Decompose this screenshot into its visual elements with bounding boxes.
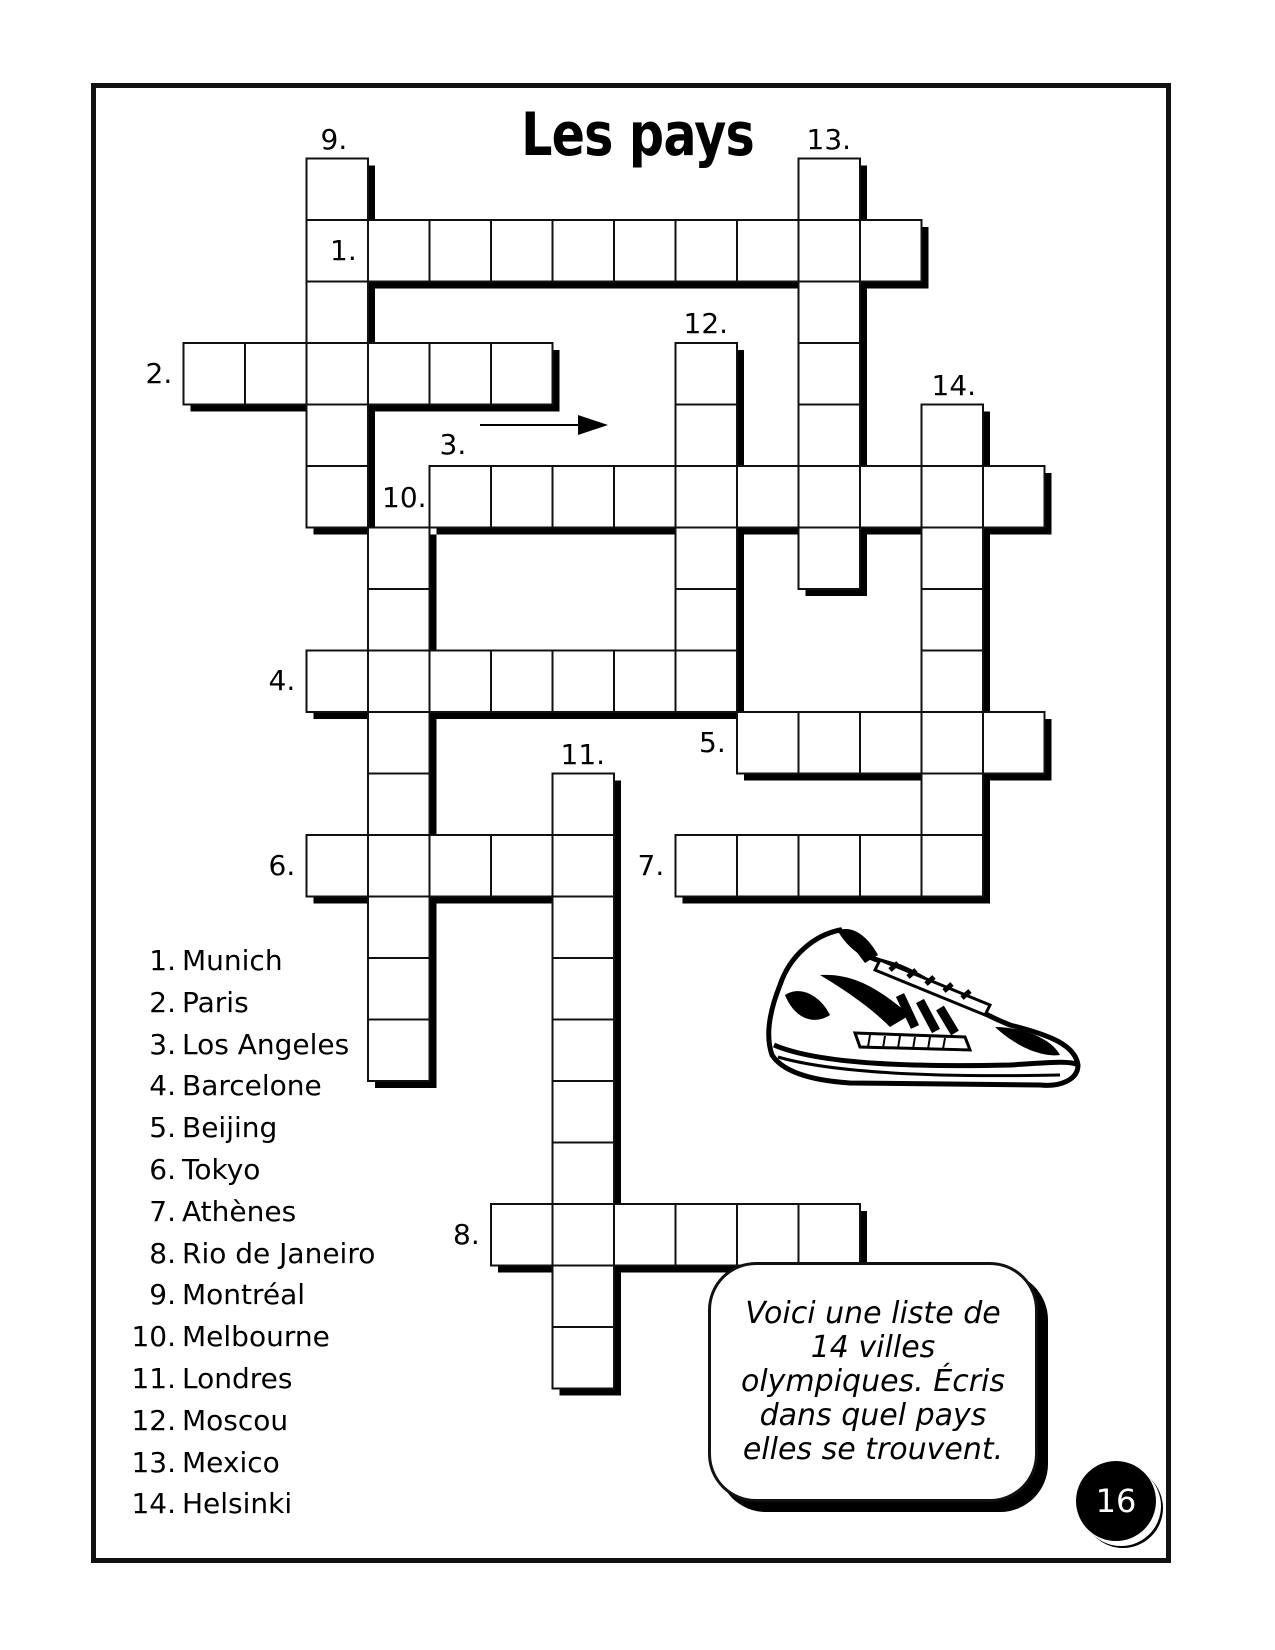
crossword-cell[interactable] (430, 220, 492, 282)
crossword-cell[interactable] (922, 589, 984, 651)
city-name: Paris (182, 985, 249, 1019)
city-name: Munich (182, 944, 283, 977)
crossword-cell[interactable] (307, 466, 369, 528)
city-list-item (120, 1024, 375, 1066)
crossword-cell[interactable] (368, 220, 430, 282)
crossword-cell[interactable] (491, 651, 553, 713)
crossword-cell[interactable] (368, 1020, 430, 1082)
city-list-item (120, 1065, 375, 1107)
crossword-cell[interactable] (368, 589, 430, 651)
city-list-item (120, 1358, 375, 1400)
city-list-item (120, 1149, 375, 1191)
crossword-cell[interactable] (430, 651, 492, 713)
crossword-cell[interactable] (676, 835, 738, 897)
arrow-right-icon (480, 412, 610, 438)
crossword-cell[interactable] (737, 220, 799, 282)
crossword-cell[interactable] (922, 405, 984, 467)
city-number: 11. (131, 1361, 176, 1395)
clue-number: 10. (382, 480, 427, 514)
crossword-cell[interactable] (430, 343, 492, 405)
crossword-cell[interactable] (368, 958, 430, 1020)
crossword-cell[interactable] (799, 835, 861, 897)
crossword-cell[interactable] (368, 897, 430, 959)
city-name: Beijing (182, 1111, 278, 1145)
crossword-cell[interactable] (737, 712, 799, 774)
crossword-cell[interactable] (614, 220, 676, 282)
crossword-cell[interactable] (553, 1143, 615, 1205)
crossword-cell[interactable] (553, 1204, 615, 1266)
city-number: 5. (149, 1111, 176, 1145)
city-list-item (120, 1107, 375, 1149)
crossword-cell[interactable] (307, 159, 369, 221)
crossword-cell[interactable] (614, 651, 676, 713)
clue-number: 2. (145, 356, 173, 390)
crossword-cell[interactable] (737, 835, 799, 897)
crossword-cell[interactable] (860, 466, 922, 528)
crossword-cell[interactable] (676, 220, 738, 282)
city-list-item (120, 982, 375, 1024)
crossword-cell[interactable] (491, 343, 553, 405)
crossword-cell[interactable] (614, 1204, 676, 1266)
clue-number: 4. (268, 664, 296, 698)
crossword-cell[interactable] (922, 835, 984, 897)
crossword-cell[interactable] (368, 343, 430, 405)
city-number: 6. (149, 1152, 176, 1186)
crossword-cell[interactable] (922, 528, 984, 590)
crossword-cell[interactable] (368, 651, 430, 713)
city-number: 4. (149, 1069, 176, 1103)
city-name: Tokyo (182, 1152, 261, 1186)
city-name: Mexico (182, 1445, 280, 1479)
city-name: Melbourne (182, 1320, 330, 1354)
crossword-cell[interactable] (368, 528, 430, 590)
crossword-cell[interactable] (368, 774, 430, 836)
crossword-cell[interactable] (676, 405, 738, 467)
crossword-cell[interactable] (983, 466, 1045, 528)
crossword-cell[interactable] (922, 774, 984, 836)
crossword-cell[interactable] (737, 466, 799, 528)
crossword-cell[interactable] (737, 1204, 799, 1266)
crossword-cell[interactable] (922, 466, 984, 528)
clue-number: 5. (699, 725, 726, 759)
city-list-item (120, 1191, 375, 1233)
clue-number: 8. (453, 1217, 480, 1251)
crossword-cell[interactable] (983, 712, 1045, 774)
crossword-cell[interactable] (799, 712, 861, 774)
crossword-cell[interactable] (553, 1266, 615, 1328)
city-list-item (120, 1483, 375, 1525)
crossword-cell[interactable] (553, 466, 615, 528)
crossword-cell[interactable] (491, 220, 553, 282)
city-name: Montréal (182, 1278, 306, 1312)
city-list-item (120, 1442, 375, 1484)
crossword-cell[interactable] (430, 835, 492, 897)
city-number: 9. (149, 1278, 176, 1312)
city-name: Athènes (182, 1194, 297, 1228)
crossword-cell[interactable] (307, 343, 369, 405)
city-name: Barcelone (182, 1069, 322, 1103)
crossword-cell[interactable] (307, 405, 369, 467)
crossword-cell[interactable] (553, 651, 615, 713)
crossword-cell[interactable] (676, 343, 738, 405)
crossword-cell[interactable] (307, 651, 369, 713)
city-list-item (120, 1316, 375, 1358)
instructions-text: Voici une liste de 14 villes olympiques. Écris dans quel pays elles se trouvent. (740, 1296, 1005, 1467)
crossword-cell[interactable] (491, 466, 553, 528)
city-number: 3. (149, 1027, 176, 1061)
clue-number: 14. (931, 368, 977, 402)
crossword-cell[interactable] (676, 589, 738, 651)
crossword-cell[interactable] (799, 405, 861, 467)
crossword-cell[interactable] (553, 958, 615, 1020)
crossword-cell[interactable] (799, 1204, 861, 1266)
crossword-cell[interactable] (676, 651, 738, 713)
crossword-cell[interactable] (799, 528, 861, 590)
city-number: 12. (131, 1403, 176, 1437)
clue-number: 6. (268, 848, 296, 882)
city-name: Moscou (182, 1403, 289, 1437)
crossword-cell[interactable] (614, 466, 676, 528)
clue-number: 9. (320, 122, 348, 156)
crossword-cell[interactable] (553, 897, 615, 959)
city-number: 2. (149, 985, 176, 1019)
city-number: 13. (131, 1445, 176, 1479)
clue-number: 11. (560, 737, 606, 771)
crossword-cell[interactable] (430, 466, 492, 528)
crossword-cell[interactable] (491, 835, 553, 897)
city-number: 8. (149, 1236, 176, 1270)
city-number: 14. (131, 1487, 176, 1521)
crossword-cell[interactable] (307, 282, 369, 344)
crossword-cell[interactable] (799, 282, 861, 344)
crossword-cell[interactable] (368, 712, 430, 774)
crossword-cell[interactable] (922, 651, 984, 713)
clue-number: 13. (806, 122, 852, 156)
crossword-cell[interactable] (799, 343, 861, 405)
city-number: 1. (149, 944, 176, 977)
crossword-cell[interactable] (860, 712, 922, 774)
crossword-cell[interactable] (676, 1204, 738, 1266)
crossword-cell[interactable] (307, 835, 369, 897)
city-list-item (120, 1233, 375, 1275)
clue-number: 12. (683, 307, 729, 340)
crossword-cell[interactable] (860, 835, 922, 897)
crossword-cell[interactable] (553, 1020, 615, 1082)
crossword-cell[interactable] (922, 712, 984, 774)
crossword-cell[interactable] (553, 220, 615, 282)
crossword-cell[interactable] (368, 835, 430, 897)
city-list (120, 940, 375, 1525)
instructions-box (708, 1262, 1038, 1502)
crossword-cell[interactable] (676, 528, 738, 590)
city-name: Helsinki (182, 1487, 293, 1521)
clue-number: 1. (330, 233, 357, 267)
city-list-item (120, 1400, 375, 1442)
crossword-cell[interactable] (799, 159, 861, 221)
city-name: Rio de Janeiro (182, 1236, 376, 1270)
city-list-item (120, 1274, 375, 1316)
city-number: 10. (131, 1320, 176, 1354)
crossword-cell[interactable] (799, 220, 861, 282)
crossword-cell[interactable] (553, 1327, 615, 1389)
running-shoe-icon (760, 915, 1085, 1100)
crossword-cell[interactable] (799, 466, 861, 528)
page-title: Les pays (521, 100, 754, 170)
crossword-cell[interactable] (676, 466, 738, 528)
crossword-cell[interactable] (245, 343, 307, 405)
crossword-cell[interactable] (860, 220, 922, 282)
clue-number: 3. (439, 428, 467, 461)
city-number: 7. (149, 1194, 176, 1228)
crossword-cell[interactable] (553, 774, 615, 836)
city-name: Los Angeles (182, 1027, 350, 1061)
clue-number: 7. (637, 848, 665, 882)
page-number: 16 (1076, 1461, 1156, 1541)
city-name: Londres (182, 1361, 293, 1395)
crossword-cell[interactable] (184, 343, 246, 405)
crossword-cell[interactable] (491, 1204, 553, 1266)
city-list-item (120, 940, 375, 982)
crossword-cell[interactable] (553, 1081, 615, 1143)
crossword-cell[interactable] (553, 835, 615, 897)
